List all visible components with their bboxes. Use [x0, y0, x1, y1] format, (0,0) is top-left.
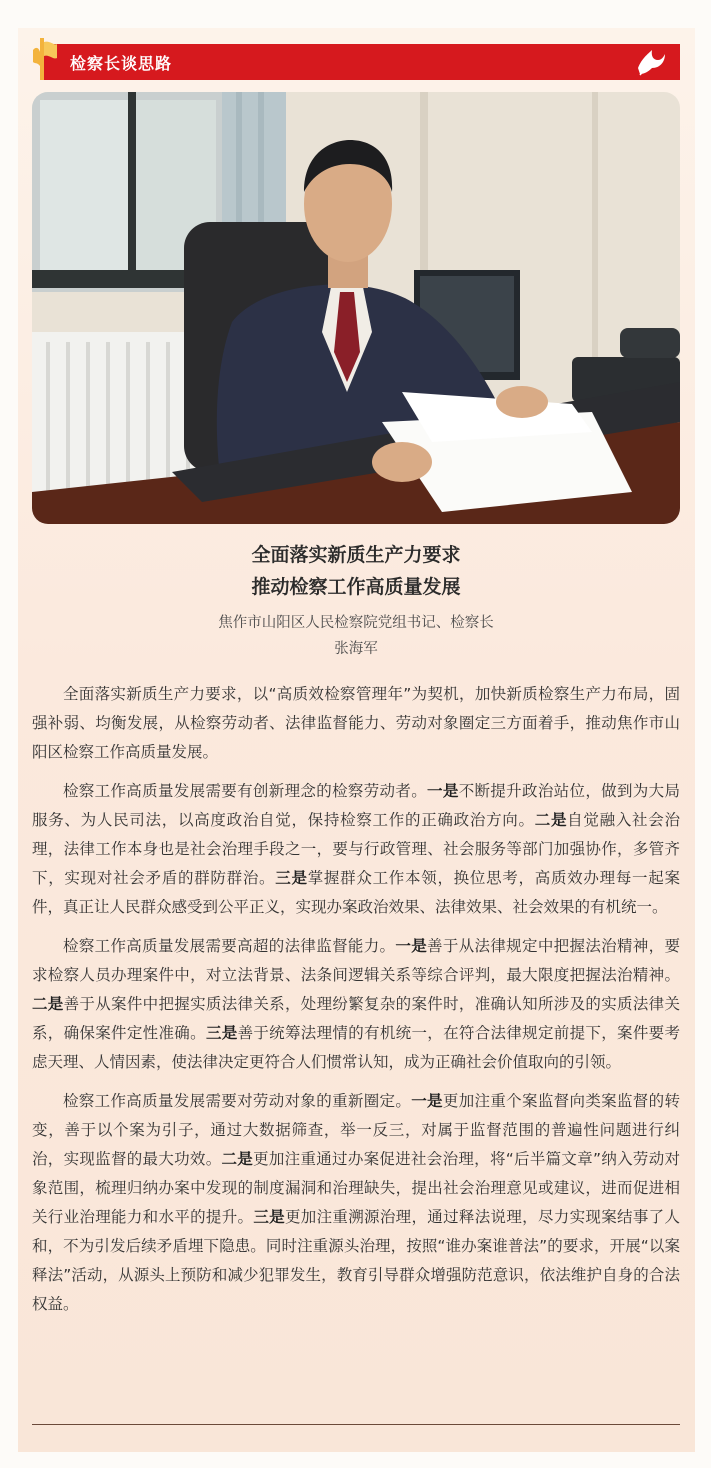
bottom-divider [32, 1424, 680, 1425]
paragraph-4 [32, 1087, 680, 1319]
point-text: 不断提升政治站位，做到为大局服务、为人民司法，以高度政治自觉，保持检察工作的正确政治方向。 [32, 782, 680, 829]
point-marker: 二是 [221, 1150, 254, 1168]
point-marker: 二是 [32, 995, 64, 1013]
portrait-photo [32, 92, 680, 524]
author-title: 焦作市山阳区人民检察院党组书记、检察长 [218, 615, 494, 631]
point-text: 掌握群众工作本领，换位思考，高质效办理每一起案件，真正让人民群众感受到公平正义，实现办案政治效果、法律效果、社会效果的有机统一。 [32, 869, 680, 916]
paragraph-lead: 检察工作高质量发展需要有创新理念的检察劳动者。 [63, 782, 428, 800]
section-title: 检察长谈思路 [70, 54, 173, 73]
point-marker: 一是 [395, 937, 428, 955]
flag-ribbon-icon [30, 36, 58, 82]
article-body [32, 680, 680, 1329]
point-text: 善于从案件中把握实质法律关系，处理纷繁复杂的案件时，准确认知所涉及的实质法律关系，确保案件定性准确。 [32, 995, 680, 1042]
dove-icon [634, 48, 666, 76]
point-text: 善于从法律规定中把握法治精神，要求检察人员办理案件中，对立法背景、法条间逻辑关系等综合评判，最大限度把握法治精神。 [32, 937, 680, 984]
point-marker: 三是 [275, 869, 308, 887]
paragraph-1: 全面落实新质生产力要求，以“高质效检察管理年”为契机，加快新质检察生产力布局，固强补弱、均衡发展，从检察劳动者、法律监督能力、劳动对象圈定三方面着手，推动焦作市山阳区检察工作高质量发展。 [32, 685, 680, 761]
point-marker: 三是 [253, 1208, 285, 1226]
point-text: 更加注重溯源治理，通过释法说理，尽力实现案结事了人和，不为引发后续矛盾埋下隐患。同时注重源头治理，按照“谁办案谁普法”的要求，开展“以案释法”活动，从源头上预防和减少犯罪发生，教育引导群众增强防范意识，依法维护自身的合法权益。 [32, 1208, 680, 1313]
paragraph-lead: 检察工作高质量发展需要对劳动对象的重新圈定。 [63, 1092, 412, 1110]
point-marker: 二是 [534, 811, 568, 829]
point-marker: 一是 [427, 782, 459, 800]
point-text: 善于统筹法理情的有机统一，在符合法律规定前提下，案件要考虑天理、人情因素，使法律决定更符合人们惯常认知，成为正确社会价值取向的引领。 [32, 1024, 680, 1071]
article-title-line-2: 推动检察工作高质量发展 [251, 576, 461, 598]
article-title-line-1: 全面落实新质生产力要求 [251, 544, 461, 566]
point-text: 更加注重通过办案促进社会治理，将“后半篇文章”纳入劳动对象范围，梳理归纳办案中发现的制度漏洞和治理缺失，提出社会治理意见或建议，进而促进相关行业治理能力和水平的提升。 [32, 1150, 680, 1226]
paragraph-2 [32, 777, 680, 922]
point-text: 更加注重个案监督向类案监督的转变，善于以个案为引子，通过大数据筛查，举一反三，对属于监督范围的普遍性问题进行纠治，实现监督的最大功效。 [32, 1092, 680, 1168]
paragraph-lead: 检察工作高质量发展需要高超的法律监督能力。 [63, 937, 396, 955]
point-marker: 三是 [205, 1024, 238, 1042]
point-text: 自觉融入社会治理，法律工作本身也是社会治理手段之一，要与行政管理、社会服务等部门加强协作，多管齐下，实现对社会矛盾的群防群治。 [32, 811, 680, 887]
author-name: 张海军 [334, 641, 378, 657]
section-banner [40, 44, 680, 80]
point-marker: 一是 [411, 1092, 443, 1110]
paragraph-3 [32, 932, 680, 1077]
